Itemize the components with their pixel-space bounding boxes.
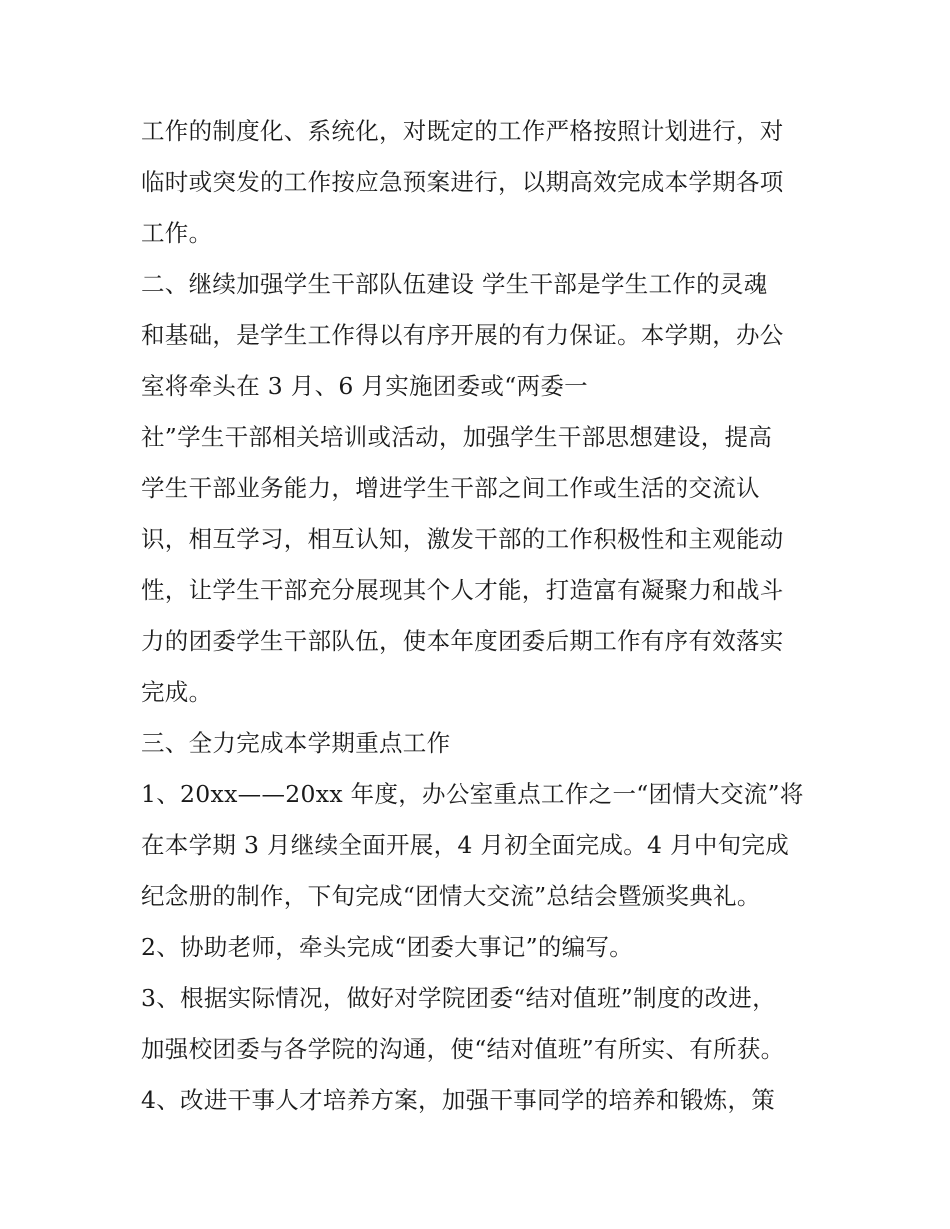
document-body [141,106,831,1126]
text-line: 室将牵头在 3 月、6 月实施团委或“两委一 [141,372,588,400]
text-line: 和基础，是学生工作得以有序开展的有力保证。本学期，办公 [141,321,784,349]
list-item-2: 2、协助老师，牵头完成“团委大事记”的编写。 [141,933,634,961]
text-line: 完成。 [141,678,213,706]
section-heading-2: 二、继续加强学生干部队伍建设 学生干部是学生工作的灵魂 [141,270,768,298]
text-line: 性，让学生干部充分展现其个人才能，打造富有凝聚力和战斗 [141,576,784,604]
text-line: 学生干部业务能力，增进学生干部之间工作或生活的交流认 [141,474,760,502]
text-line: 纪念册的制作，下旬完成“团情大交流”总结会暨颁奖典礼。 [141,882,761,910]
list-item-4: 4、改进干事人才培养方案，加强干事同学的培养和锻炼，策 [141,1086,776,1114]
text-line: 识，相互学习，相互认知，激发干部的工作积极性和主观能动 [141,525,784,553]
section-heading-3: 三、全力完成本学期重点工作 [141,729,451,757]
text-line: 临时或突发的工作按应急预案进行，以期高效完成本学期各项 [141,168,784,196]
text-line: 社”学生干部相关培训或活动，加强学生干部思想建设，提高 [141,423,773,451]
list-item-3: 3、根据实际情况，做好对学院团委“结对值班”制度的改进， [141,984,776,1012]
text-line: 力的团委学生干部队伍，使本年度团委后期工作有序有效落实 [141,627,784,655]
text-line: 工作。 [141,219,213,247]
text-line: 加强校团委与各学院的沟通，使“结对值班”有所实、有所获。 [141,1035,785,1063]
text-line: 在本学期 3 月继续全面开展，4 月初全面完成。4 月中旬完成 [141,831,790,859]
list-item-1: 1、20xx——20xx 年度，办公室重点工作之一“团情大交流”将 [141,780,804,808]
text-line: 工作的制度化、系统化，对既定的工作严格按照计划进行，对 [141,117,784,145]
